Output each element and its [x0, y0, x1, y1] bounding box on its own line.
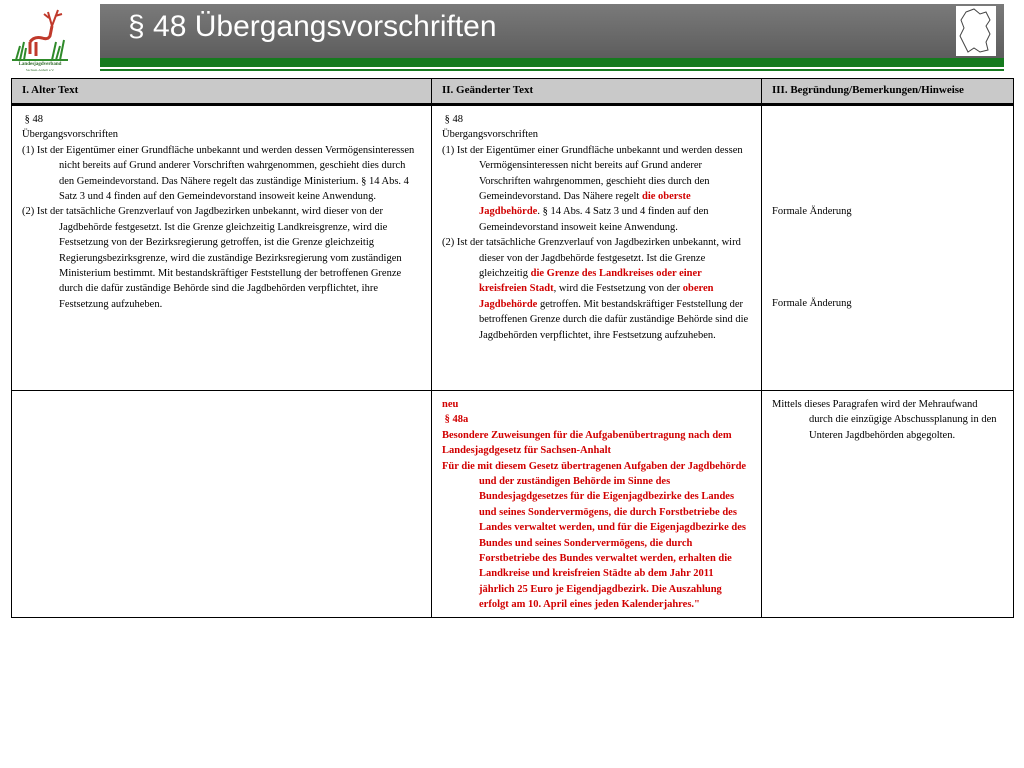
- title-bar: [100, 4, 1004, 58]
- column-header-changed-text: II. Geänderter Text: [432, 79, 762, 105]
- table-header-row: [12, 79, 1014, 105]
- changed-phrase: oberen Jagdbehörde: [479, 283, 714, 310]
- section-number: § 48: [444, 114, 463, 125]
- section-number: § 48: [24, 114, 43, 125]
- comparison-table: [11, 78, 1014, 618]
- table-row: [12, 391, 1014, 618]
- header-green-stripe: [100, 58, 1004, 67]
- paragraph-1: (1) Ist der Eigentümer einer Grundfläche unbekannt und werden dessen Vermögensinteressen nicht bereits auf Grund anderer Vorschriften wahrgenommen, geschieht dies durch den Gemeindevorstand. Das Nähere regelt die oberste Jagdbehörde. § 14 Abs. 4 Satz 3 und 4 finden auf den Gemeindevorstand insoweit keine Anwendung.: [442, 144, 743, 233]
- notes-cell: [762, 391, 1014, 618]
- section-number: § 48a: [444, 414, 469, 426]
- changed-phrase: die oberste Jagdbehörde: [479, 191, 691, 218]
- paragraph-1: (1) Ist der Eigentümer einer Grundfläche unbekannt und werden dessen Vermögensinteressen nicht bereits auf Grund anderer Vorschriften wahrgenommen, geschieht dies durch den Gemeindevorstand. Das Nähere regelt das zuständige Ministerium. § 14 Abs. 4 Satz 3 und 4 finden auf den Gemeindevorstand insoweit keine Anwendung.: [22, 144, 415, 203]
- paragraph-2: (2) Ist der tatsächliche Grenzverlauf von Jagdbezirken unbekannt, wird dieser von der Jagdbehörde festgesetzt. Ist die Grenze gleichzeitig Landkreisgrenze, wird die Festsetzung von der Bezirksregierung getroffen, ist die Grenze gleichzeitig Regierungsbezirksgrenze, wird die zuständige Bezirksregierung vom zuständigen Ministerium bestimmt. Mit bestandskräftiger Feststellung der betroffenen Grenze durch die dafür zuständige Behörde sind die Jagdbehörden verpflichtet, ihre Festsetzung aufzuheben.: [22, 206, 402, 310]
- section-title: Besondere Zuweisungen für die Aufgabenübertragung nach dem Landesjagdgesetz für Sachsen-Anhalt: [442, 429, 732, 457]
- old-text-cell: [12, 105, 432, 391]
- new-tag: neu: [442, 399, 459, 410]
- old-text-cell: [12, 391, 432, 618]
- logo-subtext: Sachsen-Anhalt e.V.: [25, 68, 55, 72]
- logo-text: Landesjagdverband: [18, 62, 62, 67]
- notes-cell: [762, 105, 1014, 391]
- header-green-thin-stripe: [100, 69, 1004, 71]
- page-title: § 48 Übergangsvorschriften: [128, 10, 497, 43]
- paragraph-body: Für die mit diesem Gesetz übertragenen Aufgaben der Jagdbehörde und der zuständigen Behörde im Sinne des Bundesjagdgesetzes für die Eigenjagdbezirke des Landes und seines Sondervermögens, die durch Forstbetriebe des Landes verwaltet werden, und für die Eigenjagdbezirke des Bundes und seines Sondervermögens, die durch Forstbetriebe des Bundes verwaltet werden, erhalten die Landkreise und kreisfreien Städte ab dem Jahr 2011 jährlich 25 Euro je Eigendjagdbezirk. Die Auszahlung erfolgt am 10. April eines jeden Kalenderjahres.": [442, 460, 747, 611]
- note-text: Mittels dieses Paragrafen wird der Mehraufwand durch die einzügige Abschussplanung in den Unteren Jagdbehörden abgegolten.: [772, 399, 997, 441]
- section-title: Übergangsvorschriften: [442, 129, 539, 141]
- table-row: [12, 105, 1014, 391]
- column-header-old-text: I. Alter Text: [12, 79, 432, 105]
- changed-phrase: die Grenze des Landkreises oder einer kreisfreien Stadt: [479, 268, 702, 295]
- paragraph-2: (2) Ist der tatsächliche Grenzverlauf von Jagdbezirken unbekannt, wird dieser von der Jagdbehörde festgesetzt. Ist die Grenze gleichzeitig die Grenze des Landkreises oder einer kreisfreien Stadt, wird die Festsetzung von der oberen Jagdbehörde getroffen. Mit bestandskräftiger Feststellung der betroffenen Grenze durch die dafür zuständige Behörde sind die Jagdbehörden verpflichtet, ihre Festsetzung aufzuheben.: [442, 237, 749, 341]
- column-header-notes: III. Begründung/Bemerkungen/Hinweise: [762, 79, 1014, 105]
- section-title: Übergangsvorschriften: [22, 129, 119, 141]
- note-1: Formale Änderung: [772, 206, 852, 217]
- changed-text-cell: [432, 105, 762, 391]
- note-2: Formale Änderung: [772, 298, 852, 310]
- changed-text-cell: [432, 391, 762, 618]
- state-map-icon: [956, 6, 996, 56]
